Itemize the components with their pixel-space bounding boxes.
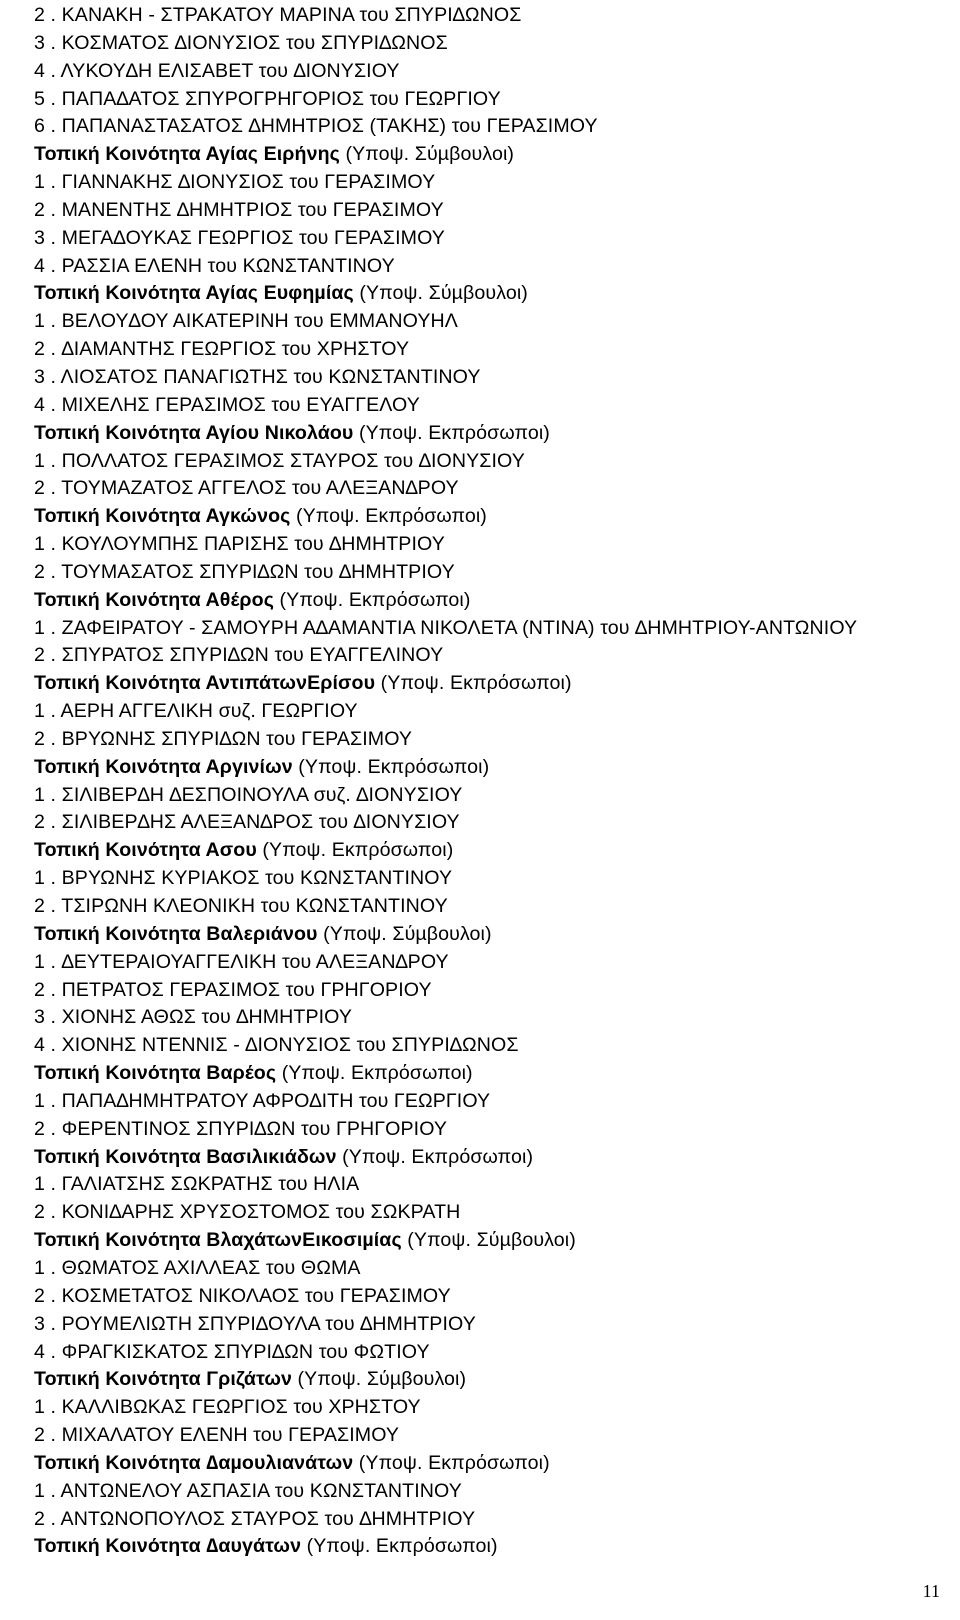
community-name: Τοπική Κοινότητα Αγίας Ειρήνης <box>34 143 340 166</box>
community-name: Τοπική Κοινότητα Βασιλικιάδων <box>34 1145 337 1168</box>
community-heading <box>34 1450 934 1478</box>
candidate-entry: 2 . ΦΕΡΕΝΤΙΝΟΣ ΣΠΥΡΙ∆ΩΝ του ΓΡΗΓΟΡΙΟΥ <box>34 1117 448 1140</box>
community-heading <box>34 587 934 615</box>
candidate-entry: 1 . ΓΙΑΝΝΑΚΗΣ ∆ΙΟΝΥΣΙΟΣ του ΓΕΡΑΣΙΜΟΥ <box>34 171 436 194</box>
community-name: Τοπική Κοινότητα Βαρέος <box>34 1062 277 1085</box>
community-heading <box>34 420 934 448</box>
page-number: 11 <box>922 1581 940 1601</box>
community-name: Τοπική Κοινότητα Αγίας Ευφηµίας <box>34 282 354 305</box>
community-heading <box>34 1060 934 1088</box>
candidate-entry: 3 . ΧΙΟΝΗΣ ΑΘΩΣ του ∆ΗΜΗΤΡΙΟΥ <box>34 1006 353 1029</box>
candidate-role: (Υποψ. Σύµβουλοι) <box>339 143 515 166</box>
candidate-entry: 4 . ΡΑΣΣΙΑ ΕΛΕΝΗ του ΚΩΝΣΤΑΝΤΙΝΟΥ <box>34 254 395 277</box>
candidate-entry: 1 . ΑΕΡΗ ΑΓΓΕΛΙΚΗ συζ. ΓΕΩΡΓΙΟΥ <box>34 700 358 723</box>
community-name: Τοπική Κοινότητα ∆αυγάτων <box>34 1535 302 1558</box>
candidate-role: (Υποψ. Εκπρόσωποι) <box>290 505 487 528</box>
candidate-entry: 2 . ΤΣΙΡΩΝΗ ΚΛΕΟΝΙΚΗ του ΚΩΝΣΤΑΝΤΙΝΟΥ <box>34 895 448 917</box>
community-name: Τοπική Κοινότητα Γριζάτων <box>34 1368 293 1391</box>
candidate-entry: 3 . ΜΕΓΑ∆ΟΥΚΑΣ ΓΕΩΡΓΙΟΣ του ΓΕΡΑΣΙΜΟΥ <box>34 226 445 249</box>
candidate-entry: 1 . ΠΟΛΛΑΤΟΣ ΓΕΡΑΣΙΜΟΣ ΣΤΑΥΡΟΣ του ∆ΙΟΝΥΣΙΟΥ <box>34 449 525 472</box>
candidate-entry: 2 . ΒΡΥΩΝΗΣ ΣΠΥΡΙ∆ΩΝ του ΓΕΡΑΣΙΜΟΥ <box>34 727 413 750</box>
candidate-role: (Υποψ. Εκπρόσωποι) <box>292 755 490 778</box>
candidate-role: (Υποψ. Εκπρόσωποι) <box>301 1535 498 1558</box>
candidate-role: (Υποψ. Εκπρόσωποι) <box>256 839 454 862</box>
community-heading <box>34 1366 934 1394</box>
candidate-entry: 1 . ΠΑΠΑ∆ΗΜΗΤΡΑΤΟΥ ΑΦΡΟ∆ΙΤΗ του ΓΕΩΡΓΙΟΥ <box>34 1089 491 1112</box>
candidate-entry: 3 . ΛΙΟΣΑΤΟΣ ΠΑΝΑΓΙΩΤΗΣ του ΚΩΝΣΤΑΝΤΙΝΟΥ <box>34 365 481 388</box>
candidate-entry: 3 . ΚΟΣΜΑΤΟΣ ∆ΙΟΝΥΣΙΟΣ του ΣΠΥΡΙ∆ΩΝΟΣ <box>34 31 448 54</box>
candidate-entry: 2 . ΑΝΤΩΝΟΠΟΥΛΟΣ ΣΤΑΥΡΟΣ του ∆ΗΜΗΤΡΙΟΥ <box>34 1507 476 1530</box>
community-heading <box>34 1533 934 1561</box>
community-heading <box>34 280 934 308</box>
community-name: Τοπική Κοινότητα ΑντιπάτωνΕρίσου <box>34 672 376 695</box>
candidate-entry: 2 . ΣΠΥΡΑΤΟΣ ΣΠΥΡΙ∆ΩΝ του ΕΥΑΓΓΕΛΙΝΟΥ <box>34 644 444 667</box>
candidate-entry: 1 . ΓΑΛΙΑΤΣΗΣ ΣΩΚΡΑΤΗΣ του ΗΛΙΑ <box>34 1173 360 1196</box>
candidate-role: (Υποψ. Σύµβουλοι) <box>317 922 492 945</box>
community-name: Τοπική Κοινότητα Ασου <box>34 839 257 862</box>
candidate-entry: 1 . ΑΝΤΩΝΕΛΟΥ ΑΣΠΑΣΙΑ του ΚΩΝΣΤΑΝΤΙΝΟΥ <box>34 1479 462 1502</box>
candidate-entry: 1 . ΘΩΜΑΤΟΣ ΑΧΙΛΛΕΑΣ του ΘΩΜΑ <box>34 1256 361 1279</box>
candidate-entry: 2 . ΜΙΧΑΛΑΤΟΥ ΕΛΕΝΗ του ΓΕΡΑΣΙΜΟΥ <box>34 1424 400 1447</box>
candidate-entry: 2 . ΜΑΝΕΝΤΗΣ ∆ΗΜΗΤΡΙΟΣ του ΓΕΡΑΣΙΜΟΥ <box>34 198 444 221</box>
community-name: Τοπική Κοινότητα Αθέρος <box>34 588 274 611</box>
community-heading <box>34 503 934 531</box>
community-heading <box>34 1227 934 1255</box>
candidate-entry: 4 . ΦΡΑΓΚΙΣΚΑΤΟΣ ΣΠΥΡΙ∆ΩΝ του ΦΩΤΙΟΥ <box>34 1340 430 1363</box>
candidate-entry: 1 . ΒΕΛΟΥ∆ΟΥ ΑΙΚΑΤΕΡΙΝΗ του ΕΜΜΑΝΟΥΗΛ <box>34 310 458 333</box>
community-name: Τοπική Κοινότητα ΒλαχάτωνΕικοσιµίας <box>34 1229 402 1252</box>
candidate-role: (Υποψ. Εκπρόσωποι) <box>375 672 572 695</box>
candidate-entry: 4 . ΛΥΚΟΥ∆Η ΕΛΙΣΑΒΕΤ του ∆ΙΟΝΥΣΙΟΥ <box>34 59 400 82</box>
candidate-entry: 2 . ΠΕΤΡΑΤΟΣ ΓΕΡΑΣΙΜΟΣ του ΓΡΗΓΟΡΙΟΥ <box>34 978 432 1001</box>
community-name: Τοπική Κοινότητα Αγίου Νικολάου <box>34 421 354 444</box>
candidate-entry: 1 . ΚΟΥΛΟΥΜΠΗΣ ΠΑΡΙΣΗΣ του ∆ΗΜΗΤΡΙΟΥ <box>34 533 445 556</box>
candidate-entry: 5 . ΠΑΠΑ∆ΑΤΟΣ ΣΠΥΡΟΓΡΗΓΟΡΙΟΣ του ΓΕΩΡΓΙΟΥ <box>34 87 501 110</box>
candidate-entry: 4 . ΧΙΟΝΗΣ ΝΤΕΝΝΙΣ - ∆ΙΟΝΥΣΙΟΣ του ΣΠΥΡΙ∆ΩΝΟΣ <box>34 1034 519 1057</box>
candidate-role: (Υποψ. Εκπρόσωποι) <box>274 588 471 611</box>
candidate-role: (Υποψ. Εκπρόσωποι) <box>353 421 550 444</box>
candidate-role: (Υποψ. Εκπρόσωποι) <box>336 1145 534 1168</box>
candidate-role: (Υποψ. Εκπρόσωποι) <box>276 1062 473 1085</box>
candidate-entry: 1 . ΚΑΛΛΙΒΩΚΑΣ ΓΕΩΡΓΙΟΣ του ΧΡΗΣΤΟΥ <box>34 1396 421 1419</box>
candidate-entry: 2 . ΤΟΥΜΑΖΑΤΟΣ ΑΓΓΕΛΟΣ του ΑΛΕΞΑΝ∆ΡΟΥ <box>34 477 459 500</box>
candidate-entry: 1 . ΒΡΥΩΝΗΣ ΚΥΡΙΑΚΟΣ του ΚΩΝΣΤΑΝΤΙΝΟΥ <box>34 867 453 890</box>
candidate-role: (Υποψ. Σύµβουλοι) <box>292 1368 467 1391</box>
community-name: Τοπική Κοινότητα Βαλεριάνου <box>34 922 318 945</box>
community-name: Τοπική Κοινότητα Αργινίων <box>34 755 293 778</box>
candidate-role: (Υποψ. Εκπρόσωποι) <box>353 1451 550 1474</box>
candidate-entry: 4 . ΜΙΧΕΛΗΣ ΓΕΡΑΣΙΜΟΣ του ΕΥΑΓΓΕΛΟΥ <box>34 393 420 416</box>
community-heading <box>34 1144 934 1172</box>
candidate-entry: 2 . ΤΟΥΜΑΣΑΤΟΣ ΣΠΥΡΙ∆ΩΝ του ∆ΗΜΗΤΡΙΟΥ <box>34 560 455 583</box>
candidate-entry: 2 . ΚΟΝΙ∆ΑΡΗΣ ΧΡΥΣΟΣΤΟΜΟΣ του ΣΩΚΡΑΤΗ <box>34 1201 461 1224</box>
community-heading <box>34 670 934 698</box>
candidate-entry: 1 . ΖΑΦΕΙΡΑΤΟΥ - ΣΑΜΟΥΡΗ Α∆ΑΜΑΝΤΙΑ ΝΙΚΟΛΕΤΑ (ΝΤΙΝΑ) του ∆ΗΜΗΤΡΙΟΥ-ΑΝΤΩΝΙΟΥ <box>34 616 858 639</box>
candidate-entry: 2 . ∆ΙΑΜΑΝΤΗΣ ΓΕΩΡΓΙΟΣ του ΧΡΗΣΤΟΥ <box>34 338 410 361</box>
candidate-entry: 2 . ΚΟΣΜΕΤΑΤΟΣ ΝΙΚΟΛΑΟΣ του ΓΕΡΑΣΙΜΟΥ <box>34 1284 451 1307</box>
community-heading <box>34 921 934 949</box>
candidate-entry: 6 . ΠΑΠΑΝΑΣΤΑΣΑΤΟΣ ∆ΗΜΗΤΡΙΟΣ (ΤΑΚΗΣ) του ΓΕΡΑΣΙΜΟΥ <box>34 115 598 138</box>
candidate-entry: 2 . ΚΑΝΑΚΗ - ΣΤΡΑΚΑΤΟΥ ΜΑΡΙΝΑ του ΣΠΥΡΙ∆ΩΝΟΣ <box>34 4 522 26</box>
community-heading <box>34 754 934 782</box>
community-heading <box>34 837 934 865</box>
community-heading <box>34 141 934 169</box>
community-name: Τοπική Κοινότητα Αγκώνος <box>34 505 291 528</box>
candidate-role: (Υποψ. Σύµβουλοι) <box>353 282 528 305</box>
candidate-list <box>34 2 934 1561</box>
community-name: Τοπική Κοινότητα ∆αµουλιανάτων <box>34 1451 354 1474</box>
candidate-entry: 1 . ∆ΕΥΤΕΡΑΙΟΥΑΓΓΕΛΙΚΗ του ΑΛΕΞΑΝ∆ΡΟΥ <box>34 950 449 973</box>
candidate-role: (Υποψ. Σύµβουλοι) <box>401 1229 576 1252</box>
candidate-entry: 2 . ΣΙΛΙΒΕΡ∆ΗΣ ΑΛΕΞΑΝ∆ΡΟΣ του ∆ΙΟΝΥΣΙΟΥ <box>34 811 460 834</box>
candidate-entry: 1 . ΣΙΛΙΒΕΡ∆Η ∆ΕΣΠΟΙΝΟΥΛΑ συζ. ∆ΙΟΝΥΣΙΟΥ <box>34 783 463 806</box>
candidate-entry: 3 . ΡΟΥΜΕΛΙΩΤΗ ΣΠΥΡΙ∆ΟΥΛΑ του ∆ΗΜΗΤΡΙΟΥ <box>34 1312 476 1335</box>
